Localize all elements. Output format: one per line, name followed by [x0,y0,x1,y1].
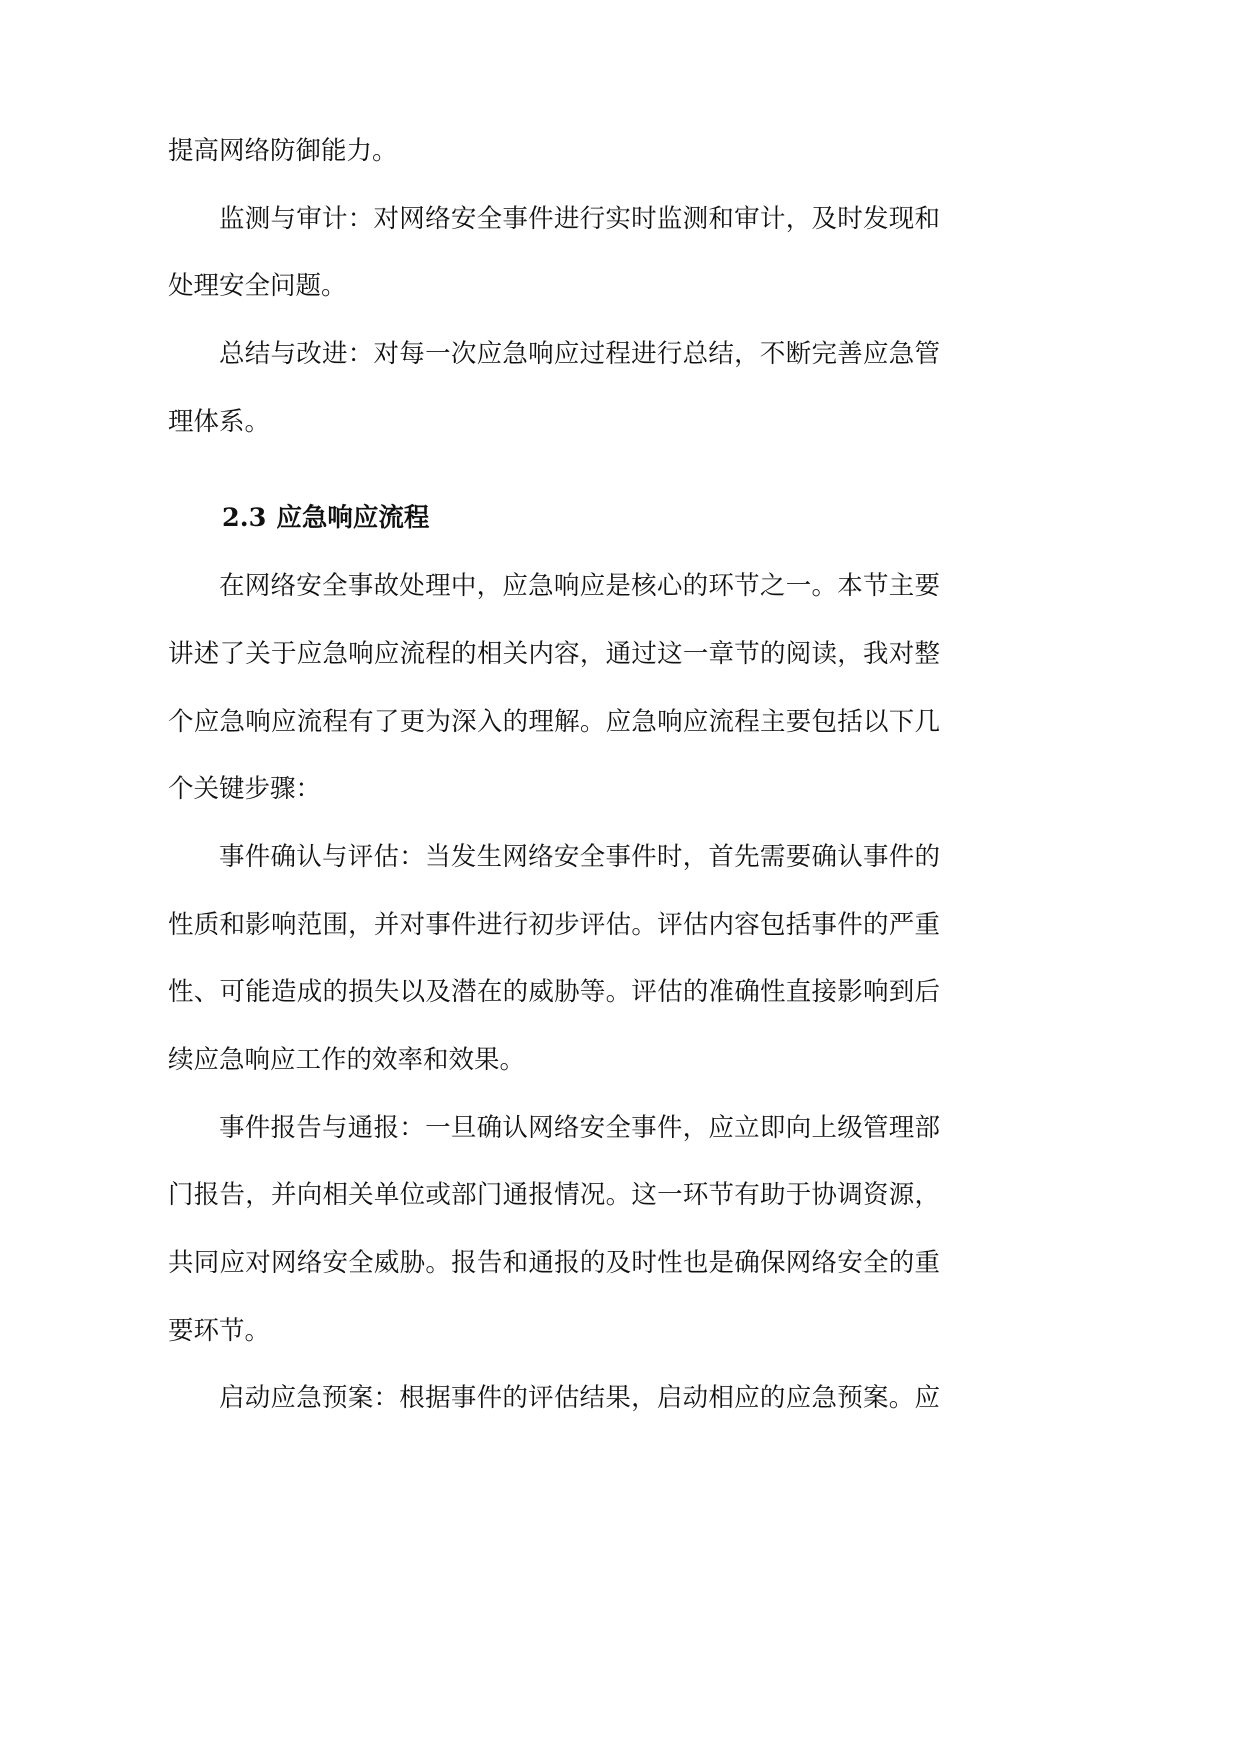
paragraph-event-reporting [168,1095,940,1366]
paragraph-emergency-plan [168,1365,940,1433]
text-line: 事件确认与评估：当发生网络安全事件时，首先需要确认事件的 [219,841,940,872]
text-line: 门报告，并向相关单位或部门通报情况。这一环节有助于协调资源， [168,1180,940,1211]
document-page [168,118,940,1433]
section-number: 2.3 [222,503,267,534]
text-line: 监测与审计：对网络安全事件进行实时监测和审计，及时发现和 [219,203,940,234]
paragraph-monitoring-audit [168,186,940,321]
text-line: 要环节。 [168,1315,271,1346]
text-line: 处理安全问题。 [168,271,347,302]
paragraph-intro [168,553,940,824]
section-heading [168,485,940,553]
text-line: 理体系。 [168,406,271,437]
text-line: 共同应对网络安全威胁。报告和通报的及时性也是确保网络安全的重 [168,1248,940,1278]
text-line: 启动应急预案：根据事件的评估结果，启动相应的应急预案。应 [219,1383,940,1414]
text-line: 续应急响应工作的效率和效果。 [168,1044,526,1075]
text-line: 个关键步骤： [168,774,322,805]
text-line: 在网络安全事故处理中，应急响应是核心的环节之一。本节主要 [219,571,940,602]
text-line: 提高网络防御能力。 [168,136,398,166]
paragraph-summary-improvement [168,321,940,456]
paragraph-continued [168,118,940,186]
text-line: 讲述了关于应急响应流程的相关内容，通过这一章节的阅读，我对整 [168,638,940,669]
text-line: 事件报告与通报：一旦确认网络安全事件，应立即向上级管理部 [219,1112,940,1143]
text-line: 性质和影响范围，并对事件进行初步评估。评估内容包括事件的严重 [168,909,940,940]
text-line: 性、可能造成的损失以及潜在的威胁等。评估的准确性直接影响到后 [168,977,940,1008]
paragraph-event-confirmation [168,824,940,1095]
text-line: 总结与改进：对每一次应急响应过程进行总结，不断完善应急管 [219,339,940,370]
section-title: 应急响应流程 [276,503,430,534]
text-line: 个应急响应流程有了更为深入的理解。应急响应流程主要包括以下几 [168,706,940,737]
